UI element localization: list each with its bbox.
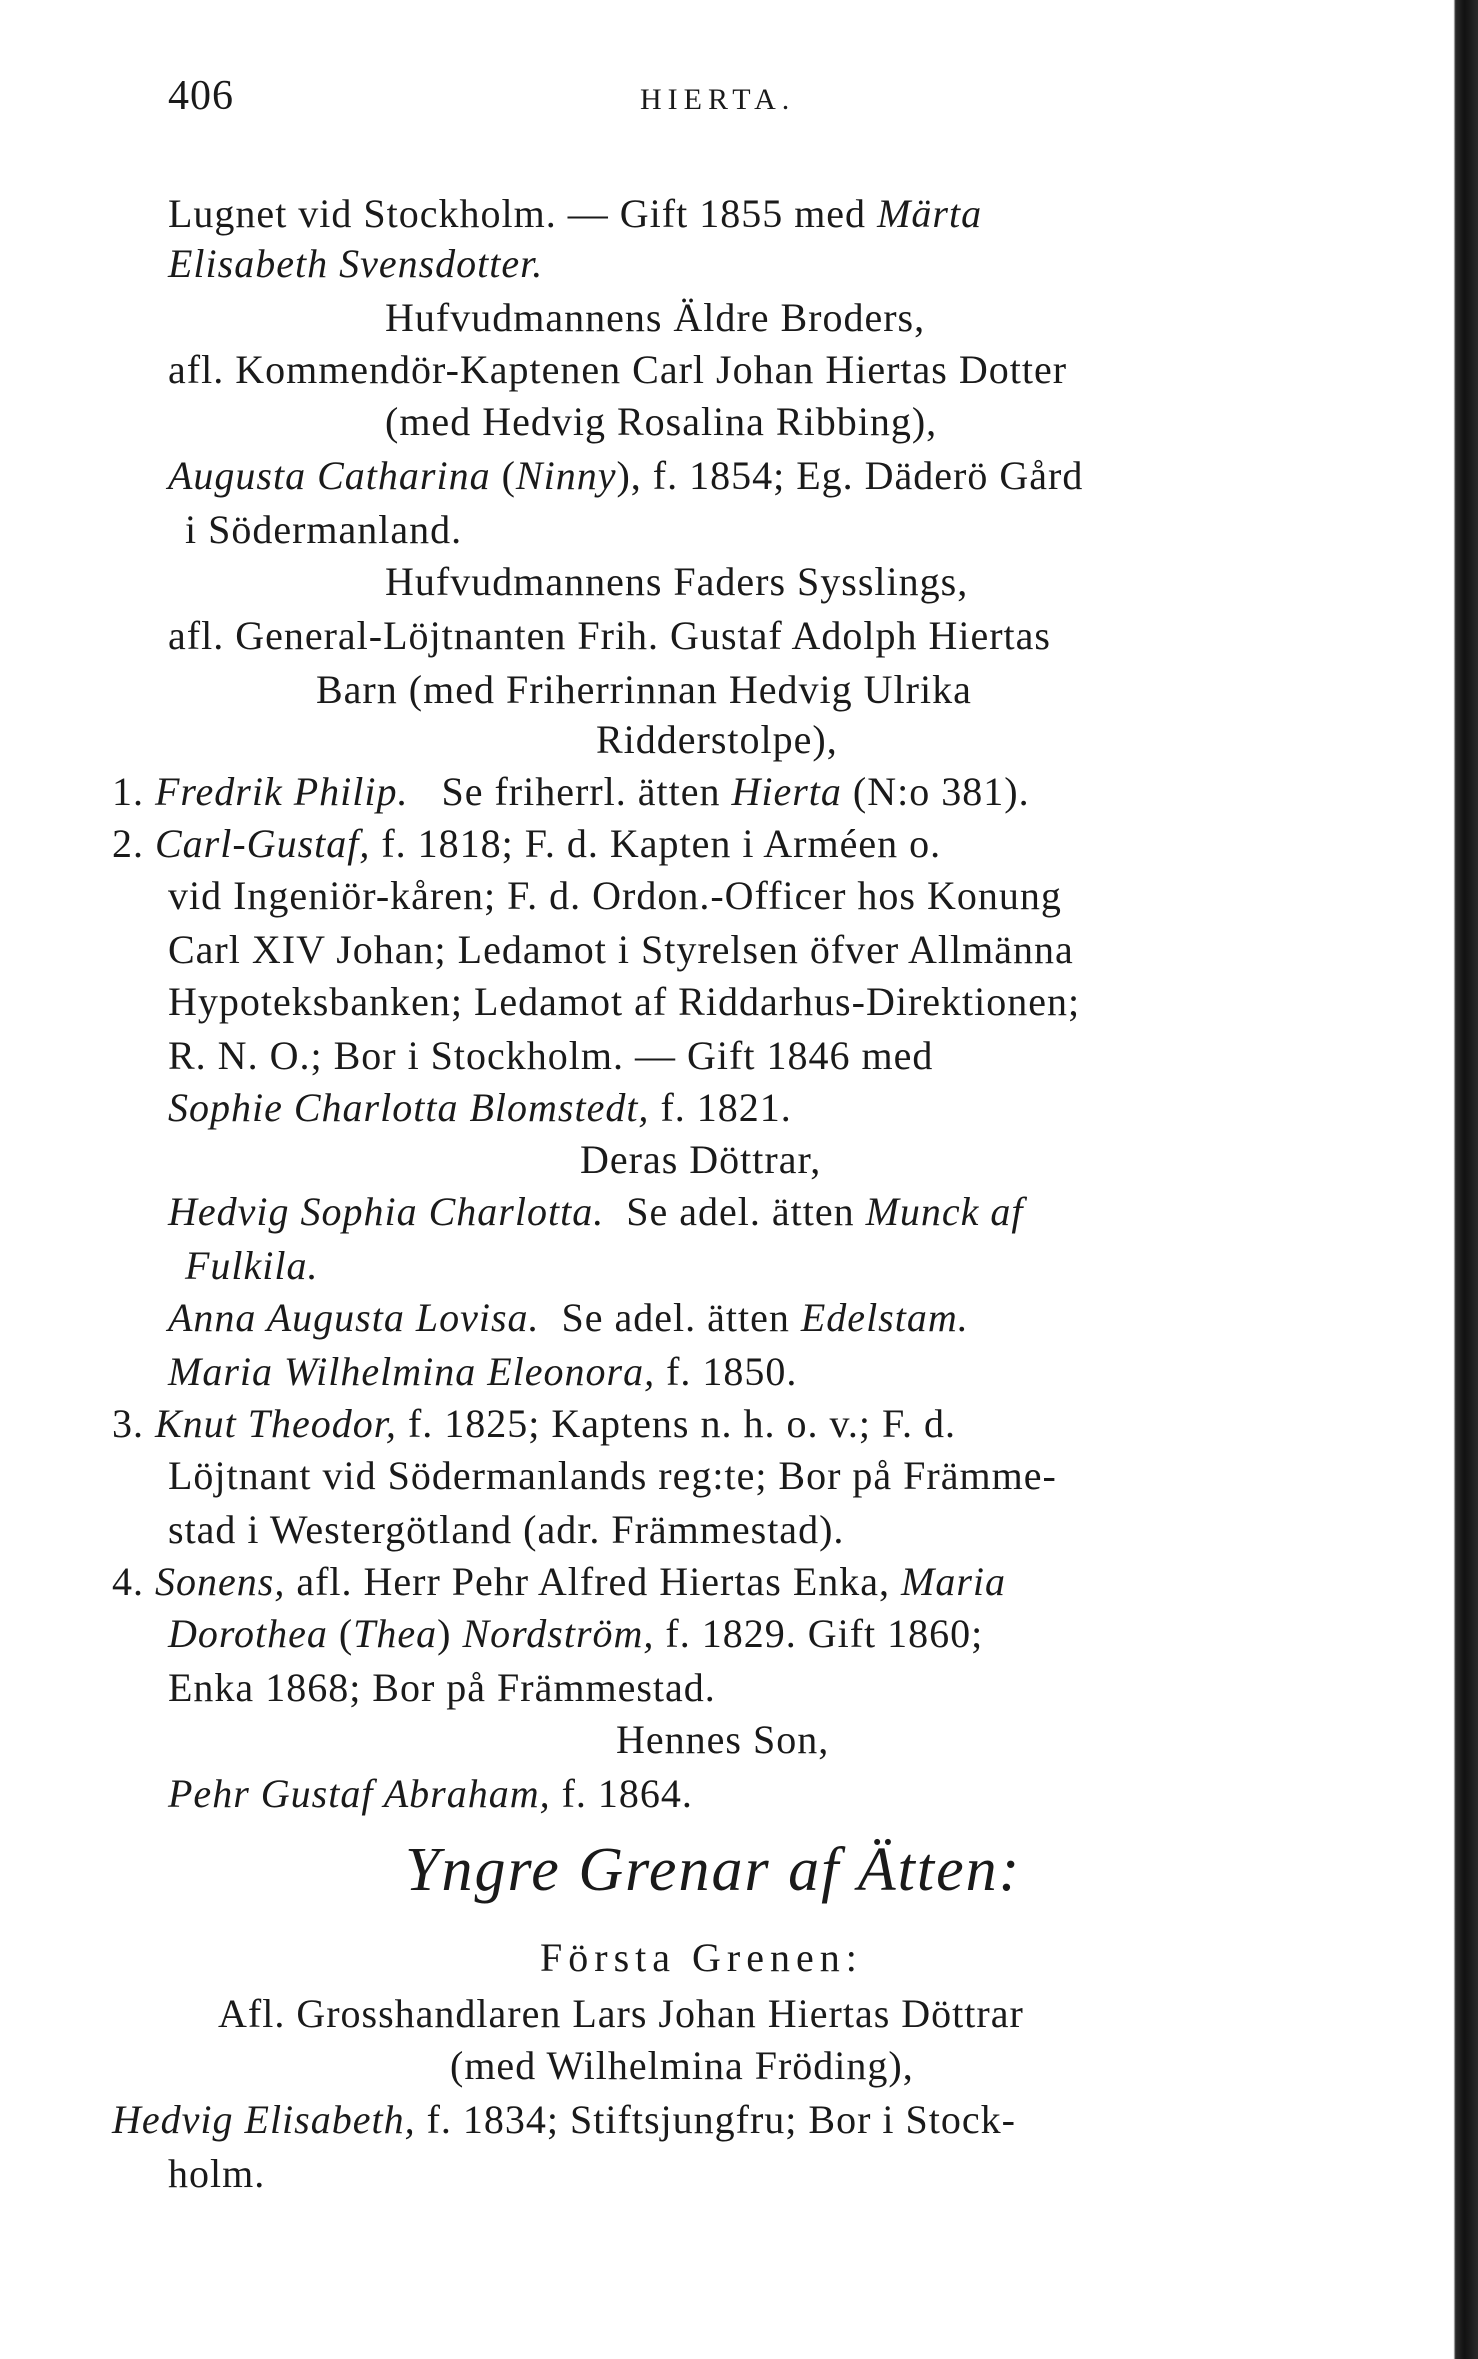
text-run: afl. General-Löjtnanten Frih. Gustaf Adolph Hiertas xyxy=(168,613,1051,658)
text-run: f. 1864. xyxy=(550,1771,693,1816)
text-run: 2. xyxy=(112,821,155,866)
italic-text-run: Carl-Gustaf, xyxy=(155,821,371,866)
italic-text-run: Sonens, xyxy=(155,1559,286,1604)
text-run: f. 1825; Kaptens n. h. o. v.; F. d. xyxy=(396,1401,957,1446)
text-run: Hufvudmannens Faders Sysslings, xyxy=(385,559,969,604)
running-title: HIERTA. xyxy=(640,83,796,116)
text-line xyxy=(168,1188,1024,1236)
italic-text-run: Munck af xyxy=(865,1189,1024,1234)
page-edge-shadow xyxy=(1444,0,1478,2359)
text-run: ( xyxy=(490,453,516,498)
italic-text-run: Anna Augusta Lovisa. xyxy=(168,1295,540,1340)
text-line xyxy=(450,2042,914,2090)
text-line xyxy=(168,872,1062,920)
text-line xyxy=(168,978,1080,1026)
italic-text-run: Märta xyxy=(877,191,983,236)
text-run: afl. Kommendör-Kaptenen Carl Johan Hiertas Dotter xyxy=(168,347,1068,392)
italic-text-run: Fredrik Philip. xyxy=(155,769,409,814)
text-run: vid Ingeniör-kåren; F. d. Ordon.-Officer hos Konung xyxy=(168,873,1062,918)
text-run: ( xyxy=(327,1611,354,1656)
text-run: Barn (med Friherrinnan Hedvig Ulrika xyxy=(316,667,972,712)
text-run: (med Wilhelmina Fröding), xyxy=(450,2043,914,2088)
italic-text-run: Hedvig Sophia Charlotta. xyxy=(168,1189,605,1234)
text-line xyxy=(168,1084,792,1132)
text-line xyxy=(112,2096,1016,2144)
text-line xyxy=(168,1770,693,1818)
text-line xyxy=(185,1242,319,1290)
text-run: Hennes Son, xyxy=(616,1717,830,1762)
text-run: Enka 1868; Bor på Främmestad. xyxy=(168,1665,716,1710)
text-line xyxy=(168,1506,844,1554)
text-line xyxy=(168,190,982,238)
italic-text-run: Hedvig Elisabeth, xyxy=(112,2097,416,2142)
text-run: 3. xyxy=(112,1401,155,1446)
text-line xyxy=(385,558,968,606)
text-line xyxy=(168,346,1067,394)
text-run: Hufvudmannens Äldre Broders, xyxy=(385,295,926,340)
text-run: f. 1850. xyxy=(655,1349,798,1394)
text-line xyxy=(385,398,937,446)
text-line xyxy=(185,506,462,554)
text-run: f. 1821. xyxy=(649,1085,792,1130)
text-line xyxy=(112,1400,956,1448)
text-run: Se adel. ätten xyxy=(539,1295,801,1340)
text-run: Lugnet vid Stockholm. — Gift 1855 med xyxy=(168,191,878,236)
text-run: Deras Döttrar, xyxy=(580,1137,822,1182)
text-line xyxy=(168,452,1083,500)
italic-text-run: Dorothea xyxy=(168,1611,328,1656)
text-run: Carl XIV Johan; Ledamot i Styrelsen öfver Allmänna xyxy=(168,927,1074,972)
italic-text-run: Pehr Gustaf Abraham, xyxy=(168,1771,551,1816)
text-run: 1. xyxy=(112,769,155,814)
text-run: stad i Westergötland (adr. Främmestad). xyxy=(168,1507,845,1552)
text-line xyxy=(112,820,941,868)
italic-text-run: Maria Wilhelmina Eleonora, xyxy=(168,1349,656,1394)
text-run: holm. xyxy=(168,2151,266,2196)
italic-text-run: Knut Theodor, xyxy=(155,1401,397,1446)
text-line xyxy=(168,2150,265,2198)
text-line xyxy=(218,1990,1024,2038)
section-title xyxy=(405,1836,1022,1904)
text-run: f. 1829. Gift 1860; xyxy=(654,1611,984,1656)
text-run: 4. xyxy=(112,1559,155,1604)
text-run: i Södermanland. xyxy=(185,507,463,552)
text-line xyxy=(168,1664,716,1712)
text-run: Hypoteksbanken; Ledamot af Riddarhus-Direktionen; xyxy=(168,979,1081,1024)
italic-text-run: Hierta xyxy=(731,769,842,814)
text-run: R. N. O.; Bor i Stockholm. — Gift 1846 med xyxy=(168,1033,934,1078)
text-line xyxy=(385,294,925,342)
text-line xyxy=(168,1348,797,1396)
text-run: Ridderstolpe), xyxy=(596,717,838,762)
text-run: ), f. 1854; Eg. Däderö Gård xyxy=(616,453,1084,498)
text-line xyxy=(616,1716,829,1764)
italic-text-run: Nordström, xyxy=(462,1611,655,1656)
italic-text-run: Edelstam. xyxy=(800,1295,969,1340)
italic-text-run: Augusta Catharina xyxy=(168,453,491,498)
text-line xyxy=(168,240,543,288)
text-run: Första Grenen: xyxy=(540,1935,863,1980)
text-run: Se friherrl. ätten xyxy=(408,769,732,814)
section-subtitle xyxy=(540,1934,863,1982)
text-run: f. 1834; Stiftsjungfru; Bor i Stock- xyxy=(415,2097,1016,2142)
italic-text-run: Maria xyxy=(901,1559,1006,1604)
italic-text-run: Fulkila. xyxy=(185,1243,319,1288)
page-number: 406 xyxy=(168,73,234,119)
italic-text-run: Thea xyxy=(353,1611,438,1656)
italic-text-run: Yngre Grenar af Ätten: xyxy=(405,1836,1022,1904)
text-line xyxy=(168,926,1074,974)
italic-text-run: Elisabeth Svensdotter. xyxy=(168,241,544,286)
text-run: ) xyxy=(437,1611,463,1656)
text-line xyxy=(596,716,838,764)
text-line xyxy=(168,1294,969,1342)
text-line xyxy=(580,1136,821,1184)
text-run: Afl. Grosshandlaren Lars Johan Hiertas Döttrar xyxy=(218,1991,1024,2036)
text-run: afl. Herr Pehr Alfred Hiertas Enka, xyxy=(285,1559,901,1604)
text-run: (med Hedvig Rosalina Ribbing), xyxy=(385,399,938,444)
text-line xyxy=(168,612,1051,660)
text-run: Se adel. ätten xyxy=(604,1189,866,1234)
text-run: Löjtnant vid Södermanlands reg:te; Bor på Främme- xyxy=(168,1453,1057,1498)
text-line xyxy=(168,1610,983,1658)
text-line xyxy=(112,768,1030,816)
text-run: f. 1818; F. d. Kapten i Arméen o. xyxy=(370,821,942,866)
text-line xyxy=(168,1452,1057,1500)
italic-text-run: Sophie Charlotta Blomstedt, xyxy=(168,1085,650,1130)
italic-text-run: Ninny xyxy=(515,453,617,498)
text-line xyxy=(316,666,972,714)
text-run: (N:o 381). xyxy=(841,769,1030,814)
text-line xyxy=(112,1558,1006,1606)
text-line xyxy=(168,1032,933,1080)
